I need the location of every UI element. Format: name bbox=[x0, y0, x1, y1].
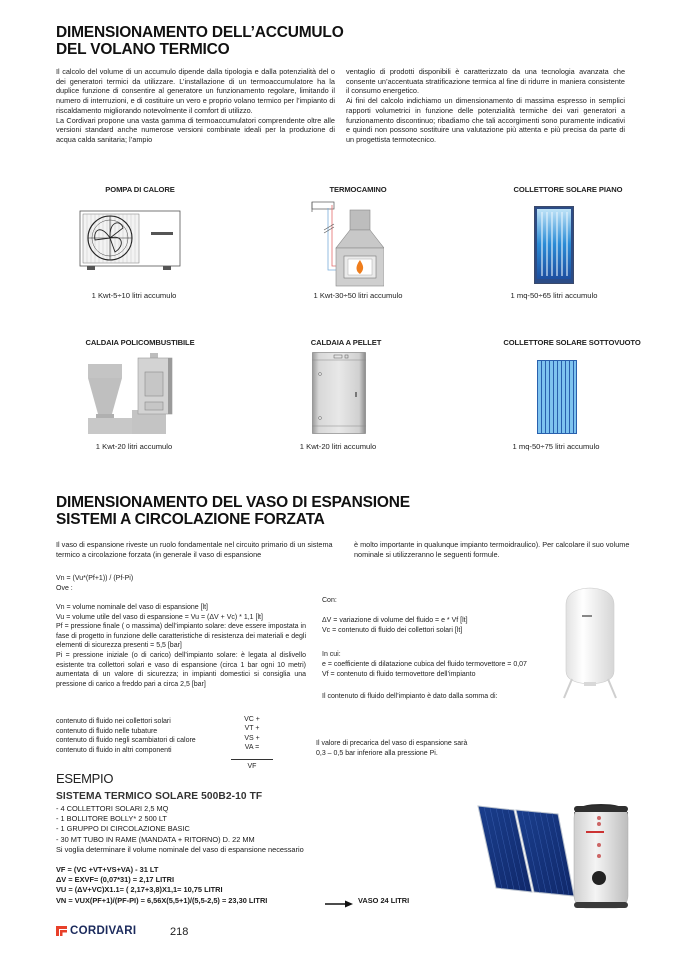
in-cui-definitions bbox=[322, 660, 572, 679]
definitions-list bbox=[56, 603, 306, 689]
example-result: VASO 24 LITRI bbox=[358, 896, 410, 905]
calc-vu: VU = (ΔV+VC)X1.1= ( 2,17+3,8)X1,1= 10,75 LITRI bbox=[56, 885, 223, 895]
example-item: - 1 BOLLITORE BOLLY* 2 500 LT bbox=[56, 814, 167, 824]
precharge-note bbox=[316, 739, 566, 758]
definition-vc: Vc = contenuto di fluido dei collettori solari [lt] bbox=[322, 626, 463, 634]
calc-vn: VN = VUX(PF+1)/(PF-PI) = 6,56X(5,5+1)/(5,5-2,5) = 23,30 LITRI bbox=[56, 895, 268, 905]
product-caption-heat-pump: 1 Kwt-5÷10 litri accumulo bbox=[91, 291, 177, 300]
sum-table-labels bbox=[56, 717, 226, 755]
solar-kit-icon bbox=[474, 798, 632, 916]
product-caption-fireplace: 1 Kwt-30÷50 litri accumulo bbox=[313, 291, 403, 300]
sum-divider bbox=[231, 759, 273, 760]
section1-title bbox=[56, 24, 344, 58]
sum-row-symbol: VC + bbox=[244, 716, 260, 723]
formula-vn: Vn = (Vu*(Pf+1)) / (Pf-Pi) bbox=[56, 575, 134, 582]
sum-total: VF bbox=[247, 763, 257, 770]
product-title-fireplace: TERMOCAMINO bbox=[329, 185, 387, 194]
precharge-line1: Il valore di precarica del vaso di espansione sarà bbox=[316, 740, 468, 747]
paragraph: ventaglio di prodotti disponibili è caratterizzato da una tecnologia avanzata che consente un’accentuata stratificazione termica al fine di ridurre in maniera consistente il consumo energetico. bbox=[346, 67, 625, 96]
footer-brand-name: CORDIVARI bbox=[70, 925, 137, 937]
definition-vu: Vu = volume utile del vaso di espansione = Vu = (ΔV + Vc) * 1,1 [lt] bbox=[56, 613, 263, 621]
example-item: - 4 COLLETTORI SOLARI 2,5 MQ bbox=[56, 804, 169, 813]
section2-title-line1: DIMENSIONAMENTO DEL VASO DI ESPANSIONE bbox=[56, 494, 410, 511]
expansion-vessel-icon bbox=[560, 585, 620, 700]
cordivari-logo-icon bbox=[56, 926, 67, 936]
example-items bbox=[56, 804, 456, 855]
example-item: - 1 GRUPPO DI CIRCOLAZIONE BASIC bbox=[56, 824, 190, 834]
precharge-line2: 0,3 – 0,5 bar inferiore alla pressione Pi. bbox=[316, 749, 438, 757]
product-title-multifuel-boiler: CALDAIA POLICOMBUSTIBILE bbox=[85, 338, 195, 347]
example-question: Si voglia determinare il volume nominale del vaso di espansione necessario bbox=[56, 844, 304, 854]
sum-row-symbol: VT + bbox=[244, 725, 260, 733]
definition-vf: Vf = contenuto di fluido termovettore dell’impianto bbox=[322, 670, 476, 678]
con-definitions bbox=[322, 616, 572, 635]
product-caption-vacuum-collector: 1 mq-50÷75 litri accumulo bbox=[512, 442, 600, 451]
definition-pi: Pi = pressione iniziale (o di carico) dell’impianto solare: è legata al dislivello esistente tra collettori solari e vaso di espansione (circa 1 bar ogni 10 metri) aumentata di un valore di sicurezza; in impianti domestici si consiglia una pressione di carico a freddo pari a circa 2,5 [bar] bbox=[56, 651, 306, 688]
sum-row-label: contenuto di fluido nelle tubature bbox=[56, 727, 158, 735]
product-title-pellet-boiler: CALDAIA A PELLET bbox=[310, 338, 382, 347]
sum-row-label: contenuto di fluido nei collettori solari bbox=[56, 718, 171, 725]
pellet-boiler-icon bbox=[312, 352, 366, 434]
product-title-vacuum-collector: COLLETTORE SOLARE SOTTOVUOTO bbox=[503, 338, 641, 347]
sum-row-label: contenuto di fluido in altri componenti bbox=[56, 746, 172, 754]
in-cui-label: In cui: bbox=[322, 651, 341, 658]
con-label: Con: bbox=[322, 597, 337, 604]
example-system-title: SISTEMA TERMICO SOLARE 500B2-10 TF bbox=[56, 791, 263, 802]
sum-row-symbol: VA = bbox=[244, 744, 260, 752]
section1-column-left bbox=[56, 67, 335, 145]
paragraph: Il calcolo del volume di un accumulo dipende dalla tipologia e dalla potenzialità del o dei generatori termici da utilizzare. L’installazione di un termoaccumulatore ha la duplice funzione di consentire al generatore un funzionamento regolare, limitando il numero di interruzioni, e di costituire un vero e proprio volano termico per l’impianto di riscaldamento migliorando notevolmente il comfort di utilizzo. bbox=[56, 67, 335, 115]
footer-brand bbox=[56, 925, 136, 937]
definition-pf: Pf = pressione finale ( o massima) dell’impianto solare: deve essere impostata in fase di progetto in funzione delle caratteristiche di resistenza dei materiali e degli elementi di sicurezza presenti = 5,5 [bar] bbox=[56, 623, 306, 650]
definition-delta-v: ΔV = variazione di volume del fluido = e * Vf [lt] bbox=[322, 617, 468, 624]
sum-table-symbols bbox=[238, 715, 266, 753]
product-caption-multifuel-boiler: 1 Kwt-20 litri accumulo bbox=[95, 442, 173, 451]
section1-column-right bbox=[346, 67, 625, 145]
fireplace-icon bbox=[304, 196, 384, 288]
section2-title bbox=[56, 494, 410, 528]
section1-title-line2: DEL VOLANO TERMICO bbox=[56, 41, 230, 58]
definition-e: e = coefficiente di dilatazione cubica del fluido termovettore = 0,07 bbox=[322, 661, 527, 668]
multifuel-boiler-icon bbox=[88, 352, 180, 434]
section2-intro-left: Il vaso di espansione riveste un ruolo fondamentale nel circuito primario di un sistema termico a circolazione forzata (in generale il vaso di espansione bbox=[56, 540, 333, 559]
paragraph: La Cordivari propone una vasta gamma di termoaccumulatori comprendente oltre alle versioni standard anche numerose versioni combinate ideali per la produzione di acqua calda sanitaria; l’ampio bbox=[56, 115, 335, 144]
calc-delta-v: ΔV = EXVF= (0,07*31) = 2,17 LITRI bbox=[56, 875, 175, 885]
section1-title-line1: DIMENSIONAMENTO DELL’ACCUMULO bbox=[56, 24, 344, 41]
vacuum-solar-collector-icon bbox=[537, 360, 577, 434]
arrow-right-icon bbox=[325, 900, 353, 908]
sum-row-label: contenuto di fluido negli scambiatori di calore bbox=[56, 737, 196, 745]
sum-intro: Il contenuto di fluido dell’impianto è dato dalla somma di: bbox=[322, 693, 498, 700]
page-number: 218 bbox=[170, 926, 189, 938]
sum-row-symbol: VS + bbox=[244, 734, 260, 742]
paragraph: Ai fini del calcolo indichiamo un dimensionamento di massima espresso in semplici rapporti volumetrici in funzione delle potenzialità termiche dei vari generatori a funzionamento discontinuo; ribadiamo che tali accorgimenti sono puramente indicativi e quindi non possono sostituire una valutazione più attenta e più precisa da parte di un progettista termotecnico. bbox=[346, 96, 625, 144]
section2-intro-right: è molto importante in qualunque impianto termoidraulico). Per calcolare il suo volume nominale si utilizzeranno le seguenti formule. bbox=[354, 540, 630, 559]
product-caption-pellet-boiler: 1 Kwt-20 litri accumulo bbox=[299, 442, 377, 451]
product-title-flat-collector: COLLETTORE SOLARE PIANO bbox=[513, 185, 623, 194]
ove-label: Ove : bbox=[56, 585, 73, 592]
calc-vf: VF = (VC +VT+VS+VA) - 31 LT bbox=[56, 865, 159, 874]
product-caption-flat-collector: 1 mq-50÷65 litri accumulo bbox=[510, 291, 598, 300]
example-item: - 30 MT TUBO IN RAME (MANDATA + RITORNO) D. 22 MM bbox=[56, 834, 255, 844]
example-heading: ESEMPIO bbox=[56, 771, 114, 786]
definition-vn: Vn = volume nominale del vaso di espansione [lt] bbox=[56, 604, 208, 611]
section2-title-line2: SISTEMI A CIRCOLAZIONE FORZATA bbox=[56, 511, 325, 528]
flat-solar-collector-icon bbox=[534, 206, 574, 284]
product-title-heat-pump: POMPA DI CALORE bbox=[105, 185, 175, 194]
heat-pump-icon bbox=[79, 210, 181, 272]
